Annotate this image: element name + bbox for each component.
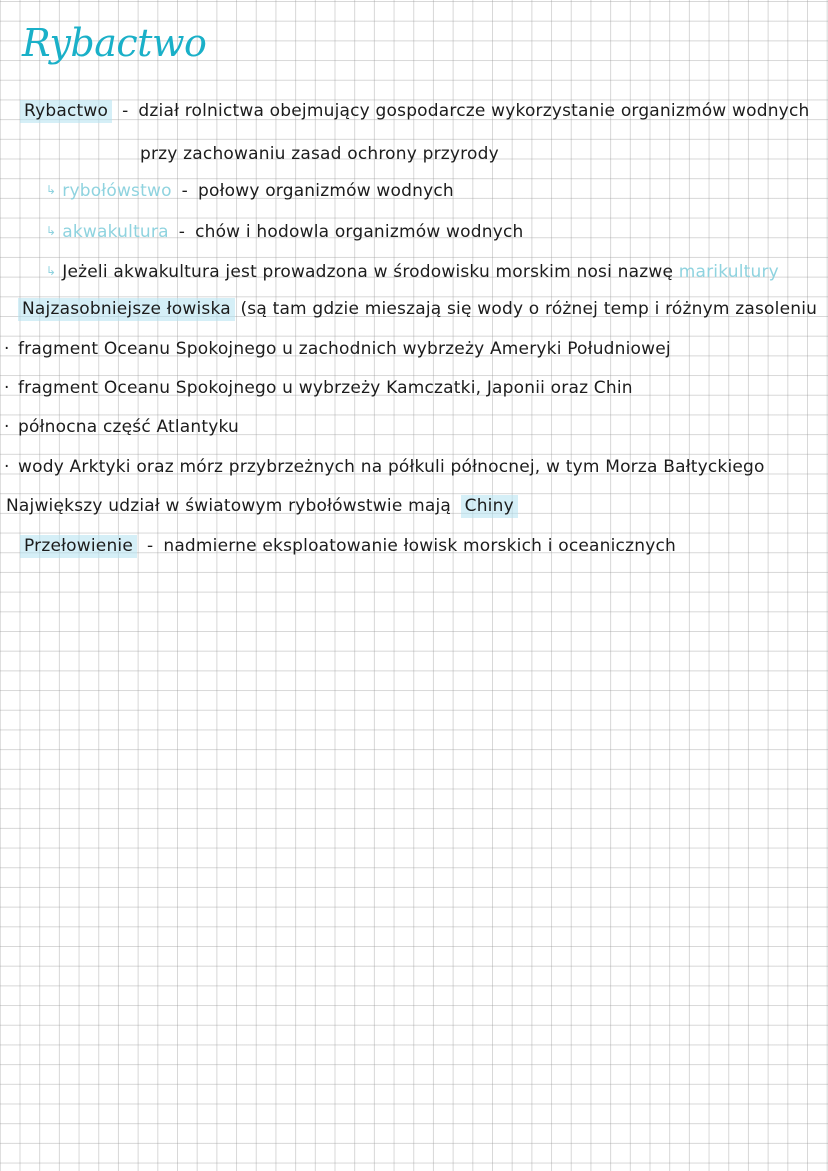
sub-item-term: akwakultura — [62, 222, 169, 242]
sub-item-separator: - — [181, 181, 189, 201]
overfishing-separator: - — [147, 536, 154, 556]
fisheries-bullet — [4, 375, 633, 401]
bullet-dot-icon: · — [4, 417, 10, 437]
sub-item-term: rybołówstwo — [62, 181, 172, 201]
bullet-text: fragment Oceanu Spokojnego u zachodnich wybrzeży Ameryki Południowej — [18, 339, 671, 359]
bullet-dot-icon: · — [4, 457, 10, 477]
sub-item-separator: - — [178, 222, 186, 242]
overfishing-term: Przełowienie — [20, 535, 137, 558]
fisheries-heading-rest: (są tam gdzie mieszają się wody o różnej temp i różnym zasoleniu — [240, 299, 818, 319]
fisheries-heading-highlight: Najzasobniejsze łowiska — [18, 298, 235, 321]
largest-share-line — [6, 493, 518, 519]
sub-item-text: połowy organizmów wodnych — [198, 181, 454, 201]
fisheries-bullet — [4, 336, 671, 362]
sub-item-text: Jeżeli akwakultura jest prowadzona w środowisku morskim nosi nazwę — [62, 262, 674, 282]
bullet-text: północna część Atlantyku — [18, 417, 240, 437]
fisheries-bullet — [4, 414, 239, 440]
fisheries-heading — [22, 296, 817, 322]
arrow-return-icon: ↳ — [46, 224, 57, 238]
overfishing-line — [24, 533, 676, 559]
bullet-text: fragment Oceanu Spokojnego u wybrzeży Kamczatki, Japonii oraz Chin — [18, 378, 633, 398]
definition-separator: - — [122, 101, 129, 121]
bullet-text: wody Arktyki oraz mórz przybrzeżnych na półkuli północnej, w tym Morza Bałtyckiego — [18, 457, 765, 477]
sub-item-marikultura — [46, 258, 779, 285]
fisheries-bullet — [4, 454, 765, 480]
largest-share-text: Największy udział w światowym rybołówstwie mają — [6, 496, 452, 516]
bullet-dot-icon: · — [4, 378, 10, 398]
definition-line-1 — [24, 98, 809, 124]
sub-item-term: marikultury — [678, 262, 779, 282]
note-title: Rybactwo — [22, 21, 207, 65]
sub-item-rybolowstwo — [46, 177, 454, 204]
definition-term: Rybactwo — [20, 100, 112, 123]
sub-item-text: chów i hodowla organizmów wodnych — [195, 222, 524, 242]
arrow-return-icon: ↳ — [46, 264, 57, 278]
definition-line-2 — [140, 141, 499, 167]
bullet-dot-icon: · — [4, 339, 10, 359]
overfishing-text: nadmierne eksploatowanie łowisk morskich i oceanicznych — [163, 536, 676, 556]
arrow-return-icon: ↳ — [46, 183, 57, 197]
definition-text-1: dział rolnictwa obejmujący gospodarcze wykorzystanie organizmów wodnych — [138, 101, 810, 121]
definition-text-2: przy zachowaniu zasad ochrony przyrody — [140, 144, 499, 164]
largest-share-highlight: Chiny — [461, 495, 518, 518]
sub-item-akwakultura — [46, 218, 523, 245]
